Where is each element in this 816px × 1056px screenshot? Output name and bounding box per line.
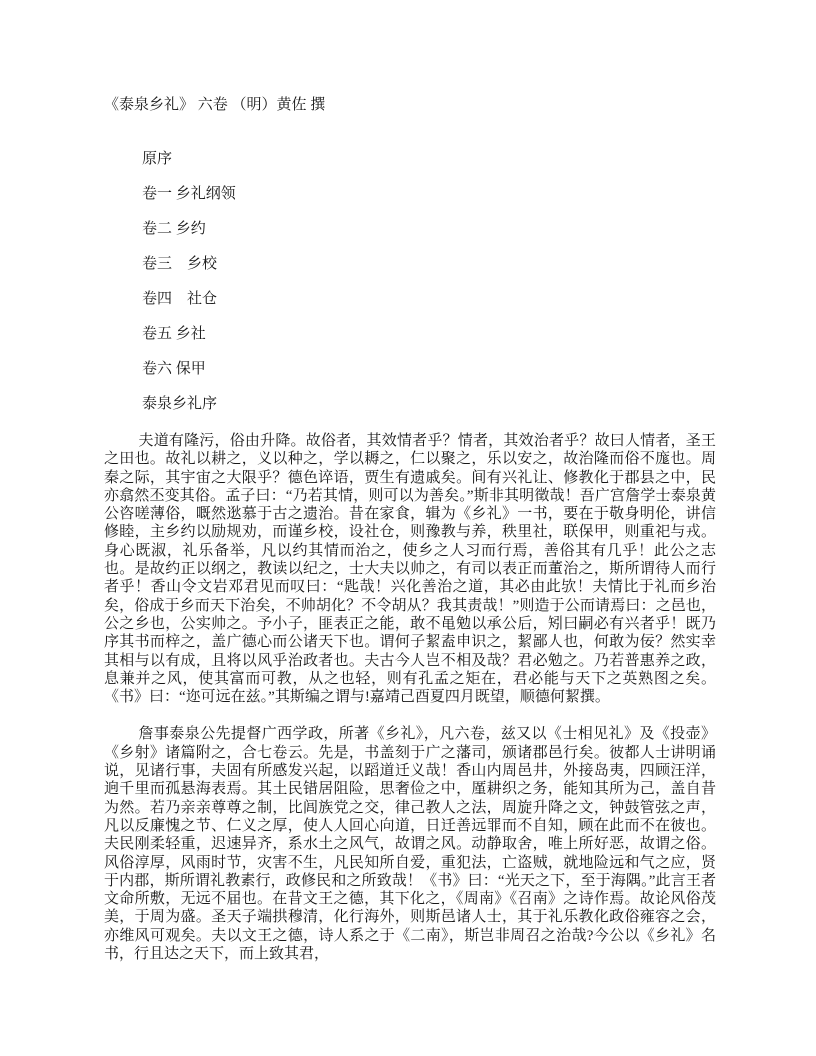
toc-item-volume-2: 卷二 乡约	[142, 221, 206, 237]
section-heading: 泰泉乡礼序	[142, 396, 218, 412]
toc-item-volume-1: 卷一 乡礼纲领	[142, 186, 236, 202]
colophon-paragraph: 詹事泰泉公先提督广西学政，所著《乡礼》，凡六卷，兹又以《士相见礼》及《投壶》《乡射》诸篇附之，合七卷云。先是，书盖刻于广之藩司，颁诸郡邑行矣。彼都人士讲明诵说，见诸行事，夫固有所感发兴起，以蹈道迁义哉！香山内周邑井，外接岛夷，四顾汪洋，逈千里而孤悬海表焉。其土民错居阻险，思奢俭之中，厪耕织之务，能知其所为己，盖自昔为然。若乃亲亲尊尊之制，比闾族党之交，律己教人之法，周旋升降之文，钟鼓管弦之声，凡以反廉愧之节、仁义之厚，使人人回心向道，日迁善远罪而不自知，顾在此而不在彼也。夫民刚柔轻重，迟速异齐，系水土之风气，故谓之风。动静取舍，唯上所好恶，故谓之俗。风俗淳厚，风雨时节，灾害不生，凡民知所自爱，重犯法，亡盗贼，就地险远和气之应，贤于内郡，斯所谓礼教素行，政修民和之所致哉！《书》曰：“光天之下，至于海隅。”此言王者文命所敷，无远不届也。在昔文王之德，其下化之，《周南》《召南》之诗作焉。故论风俗茂美，于周为盛。圣天子端拱穆清，化行海外，则斯邑诸人士，其于礼乐教化政俗雍容之会，亦维风可观矣。夫以文王之德，诗人系之于《二南》，斯岂非周召之治哉?今公以《乡礼》名书，行且达之天下，而上致其君，	[104, 726, 716, 963]
toc-item-preface: 原序	[142, 151, 173, 167]
preface-paragraph: 夫道有隆污，俗由升降。故俗者，其效情者乎？情者，其效治者乎？故曰人情者，圣王之田也。故礼以耕之，义以种之，学以耨之，仁以聚之，乐以安之，故治隆而俗不庬也。周秦之际，其宇宙之大限乎？德色谇语，贾生有遗戚矣。间有兴礼让、修教化于郡县之中，民亦翕然丕变其俗。孟子曰：“乃若其情，则可以为善矣。”斯非其明徵哉！吾广宫詹学士泰泉黄公咨嗟薄俗，嘅然逖慕于古之遗治。昔在家食，辑为《乡礼》一书，要在于敬身明伦，讲信修睦，主乡约以励规劝，而谨乡校，设社仓，则豫教与养，秩里社，联保甲，则重祀与戎。身心既淑，礼乐备举，凡以约其情而治之，使乡之人习而行焉，善俗其有几乎！此公之志也。是故约正以纲之，教读以纪之，士大夫以帅之，有司以表正而董治之，斯所谓待人而行者乎！香山令文岩邓君见而叹曰：“匙哉！兴化善治之道，其必由此欤！夫情比于礼而乡治矣，俗成于乡而天下治矣，不帅胡化？不令胡从？我其责哉！”则造于公而请焉曰：之邑也，公之乡也，公实帅之。予小子，匪表正之能，敢不黾勉以承公后，矧曰嗣必有兴者乎！既乃序其书而梓之，盖广德心而公诸天下也。谓何子絜盍申识之，絜鄙人也，何敢为佞？然实幸其相与以有成，且将以风乎治政者也。夫古今人岂不相及哉？君必勉之。乃若普惠养之政，息兼并之风，使其富而可教，从之也轻，则有孔孟之矩在，君必能与天下之英熟图之矣。《书》曰：“迩可远在兹。”其斯编之谓与!嘉靖己酉夏四月既望，顺德何絜撰。	[104, 433, 716, 706]
toc-item-volume-3: 卷三 乡校	[142, 256, 218, 272]
toc-item-volume-6: 卷六 保甲	[142, 361, 206, 377]
table-of-contents	[104, 150, 716, 378]
toc-item-volume-4: 卷四 社仓	[142, 291, 218, 307]
toc-item-volume-5: 卷五 乡社	[142, 326, 206, 342]
document-title: 《泰泉乡礼》 六卷 （明）黄佐 撰	[104, 97, 326, 113]
